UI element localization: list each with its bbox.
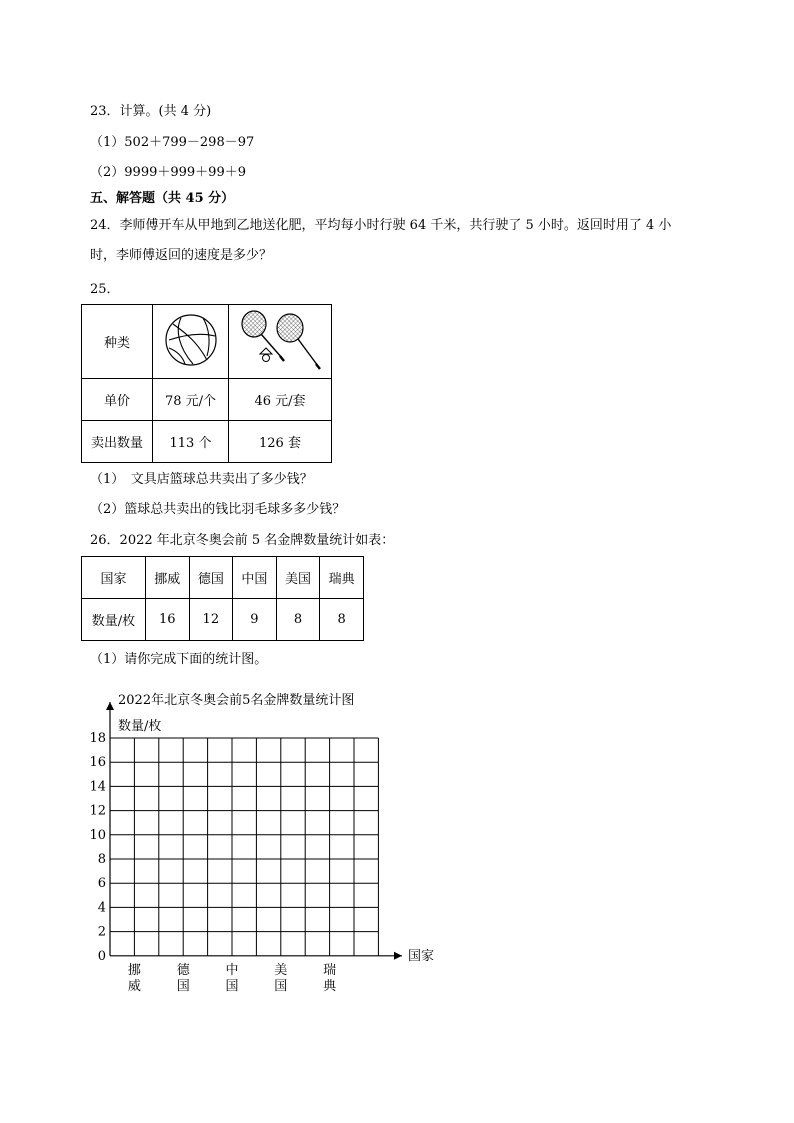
q26-value: 8 (276, 599, 320, 641)
q23-title: 23．计算。(共 4 分) (90, 104, 212, 119)
y-tick-label: 16 (89, 755, 106, 771)
q25-sub-1: （1） 文具店篮球总共卖出了多少钱？ (90, 472, 313, 487)
basketball-icon (163, 357, 219, 372)
q25-sub-2: （2）篮球总共卖出的钱比羽毛球多多少钱？ (90, 502, 346, 517)
q26-table (81, 556, 364, 641)
chart-ylabel: 数量/枚 (118, 719, 162, 734)
q26-value: 16 (145, 599, 189, 641)
x-tick-label: 瑞 (323, 962, 337, 978)
badminton-cell (229, 305, 332, 379)
x-tick-label: 国 (225, 978, 239, 994)
q24-line-2: 时，李师傅返回的速度是多少？ (90, 248, 273, 263)
y-tick-label: 14 (89, 779, 106, 795)
chart-title: 2022年北京冬奥会前5名金牌数量统计图 (118, 693, 355, 708)
y-tick-label: 12 (89, 803, 106, 819)
y-axis-arrow (106, 702, 114, 710)
q24-line-1: 24．李师傅开车从甲地到乙地送化肥，平均每小时行驶 64 千米，共行驶了 5 小时。返回时用了 4 小 (90, 218, 672, 233)
y-tick-label: 10 (89, 827, 106, 843)
basketball-sold: 113 个 (153, 421, 229, 463)
q25-row-label-sold: 卖出数量 (82, 421, 153, 463)
q26-header-label: 国家 (82, 557, 146, 599)
q26-value: 9 (233, 599, 277, 641)
basketball-cell (153, 305, 229, 379)
x-tick-label: 典 (323, 978, 337, 994)
q23-item-2: （2）9999＋999＋99＋9 (90, 165, 246, 180)
badminton-sold: 126 套 (229, 421, 332, 463)
y-tick-label: 6 (97, 876, 106, 892)
chart-axes (106, 702, 402, 960)
chart-grid (110, 738, 378, 956)
x-tick-label: 国 (176, 978, 190, 994)
q23-item-1: （1）502＋799－298－97 (90, 135, 255, 150)
x-axis-arrow (394, 952, 402, 960)
medal-chart (80, 682, 450, 1002)
q25-row-label-kind: 种类 (82, 305, 153, 379)
badminton-price: 46 元/套 (229, 379, 332, 421)
y-tick-label: 4 (97, 900, 106, 916)
x-tick-label: 挪 (127, 962, 141, 978)
y-tick-label: 0 (97, 948, 106, 964)
q26-value: 12 (189, 599, 233, 641)
badminton-rackets-icon (234, 361, 326, 376)
chart-yticks (89, 731, 106, 964)
q26-value: 8 (320, 599, 364, 641)
q25-row-label-price: 单价 (82, 379, 153, 421)
chart-xticks (128, 962, 337, 994)
y-tick-label: 2 (97, 924, 106, 940)
basketball-price: 78 元/个 (153, 379, 229, 421)
x-tick-label: 威 (127, 978, 141, 994)
q26-country: 瑞典 (320, 557, 364, 599)
q26-country: 中国 (233, 557, 277, 599)
x-tick-label: 美 (274, 962, 288, 978)
q26-country: 德国 (189, 557, 233, 599)
x-tick-label: 中 (225, 962, 239, 978)
x-tick-label: 德 (176, 962, 190, 978)
q26-intro: 26．2022 年北京冬奥会前 5 名金牌数量统计如表： (90, 533, 395, 548)
x-tick-label: 国 (274, 978, 288, 994)
y-tick-label: 8 (97, 852, 106, 867)
q26-country: 挪威 (145, 557, 189, 599)
section-heading: 五、解答题（共 45 分） (90, 191, 235, 206)
q26-value-label: 数量/枚 (82, 599, 146, 641)
q25-table (81, 304, 332, 463)
q26-country: 美国 (276, 557, 320, 599)
q26-sub-1: （1）请你完成下面的统计图。 (90, 652, 268, 667)
chart-xlabel: 国家 (408, 949, 435, 964)
y-tick-label: 18 (89, 731, 106, 746)
q25-number: 25． (90, 282, 120, 297)
